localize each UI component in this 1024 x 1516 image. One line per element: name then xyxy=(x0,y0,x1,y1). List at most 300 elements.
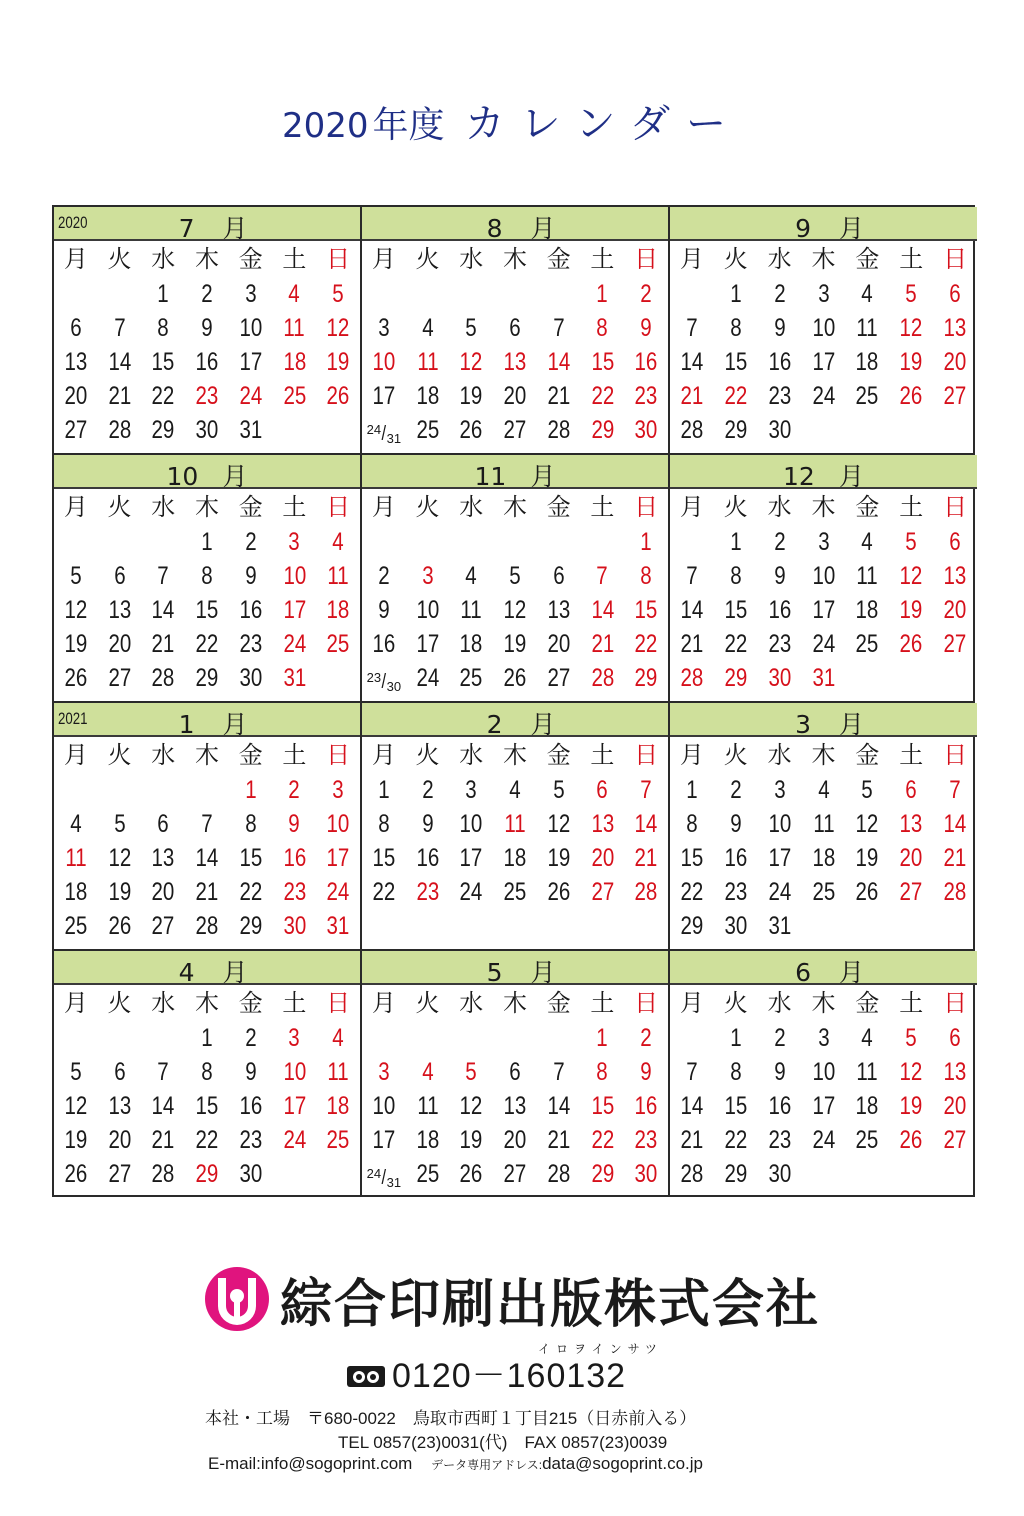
day-cell: 14 xyxy=(108,348,131,376)
day-cell: 13 xyxy=(503,348,527,376)
day-cell: 4 xyxy=(288,280,301,308)
day-cell: 17 xyxy=(812,348,835,376)
day-cell: 12 xyxy=(899,562,923,590)
day-cell: 12 xyxy=(459,1092,483,1120)
day-cell: 13 xyxy=(64,348,88,376)
month-number: 5 xyxy=(486,958,503,987)
day-cell: 25 xyxy=(64,912,88,940)
weekday-label: 日 xyxy=(634,742,659,769)
weekday-label: 土 xyxy=(282,494,307,521)
day-cell: 27 xyxy=(64,416,88,444)
day-cell: 1 xyxy=(201,1024,213,1052)
day-cell: 25 xyxy=(326,630,350,658)
month-title xyxy=(362,705,668,741)
day-cell: 21 xyxy=(634,844,658,872)
day-cell: 13 xyxy=(151,844,175,872)
day-cell: 11 xyxy=(812,810,835,838)
weekday-label: 水 xyxy=(767,494,792,521)
day-cell: 6 xyxy=(596,776,609,804)
day-cell: 12 xyxy=(899,314,923,342)
weekday-label: 月 xyxy=(371,494,396,521)
day-cell: 15 xyxy=(634,596,658,624)
day-cell: 12 xyxy=(459,348,483,376)
weekday-label: 木 xyxy=(502,742,527,769)
month-kanji: 月 xyxy=(838,958,864,987)
day-cell: 24 xyxy=(812,630,835,658)
day-cell: 3 xyxy=(288,1024,301,1052)
data-email-link[interactable]: data@sogoprint.co.jp xyxy=(542,1454,703,1473)
weekday-label: 火 xyxy=(415,742,440,769)
day-cell: 5 xyxy=(465,1058,477,1086)
day-cell: 9 xyxy=(640,1058,652,1086)
day-cell: 7 xyxy=(640,776,652,804)
day-cell: 2 xyxy=(730,776,742,804)
weekday-label: 土 xyxy=(282,246,307,273)
month-title xyxy=(362,953,668,989)
day-cell: 24 xyxy=(239,382,263,410)
weekday-label: 金 xyxy=(546,494,571,521)
day-cell: 15 xyxy=(724,1092,748,1120)
day-cell: 27 xyxy=(943,1126,967,1154)
day-cell: 6 xyxy=(113,562,126,590)
day-cell: 23 xyxy=(724,878,748,906)
weekday-label: 土 xyxy=(899,742,924,769)
month-header xyxy=(670,455,977,489)
day-cell: 27 xyxy=(943,630,967,658)
day-cell: 5 xyxy=(905,1024,917,1052)
day-cell: 20 xyxy=(503,382,527,410)
weekday-label: 木 xyxy=(194,246,219,273)
weekday-label: 水 xyxy=(767,990,792,1017)
month-title xyxy=(54,705,360,741)
day-cell: 3 xyxy=(288,528,301,556)
day-cell: 10 xyxy=(326,810,350,838)
day-cell: 14 xyxy=(943,810,967,838)
weekday-label: 日 xyxy=(943,494,968,521)
day-cell: 16 xyxy=(416,844,439,872)
day-cell: 16 xyxy=(239,596,263,624)
day-cell: 9 xyxy=(201,314,213,342)
day-cell: 25 xyxy=(855,1126,879,1154)
day-cell: 7 xyxy=(113,314,126,342)
day-cell: 30 xyxy=(768,1160,792,1188)
month-block xyxy=(362,455,668,702)
day-cell: 13 xyxy=(943,314,967,342)
day-cell: 20 xyxy=(108,1126,131,1154)
day-cell: 20 xyxy=(64,382,88,410)
day-cell: 15 xyxy=(151,348,175,376)
day-cell: 12 xyxy=(64,596,88,624)
day-cell: 23 xyxy=(195,382,219,410)
day-cell: 29 xyxy=(680,912,704,940)
day-cell: 7 xyxy=(157,562,169,590)
day-cell: 27 xyxy=(503,416,527,444)
month-block xyxy=(670,951,977,1198)
day-cell: 18 xyxy=(326,1092,350,1120)
day-cell: 31 xyxy=(326,912,350,940)
weekday-label: 月 xyxy=(679,246,704,273)
month-header xyxy=(670,703,977,737)
day-cell: 28 xyxy=(680,664,704,692)
day-cell: 2 xyxy=(378,562,390,590)
day-cell: 7 xyxy=(949,776,961,804)
email-link[interactable]: info@sogoprint.com xyxy=(260,1454,413,1473)
day-cell: 7 xyxy=(686,1058,698,1086)
day-cell: 29 xyxy=(591,416,614,444)
day-cell: 28 xyxy=(151,1160,175,1188)
day-cell: 21 xyxy=(547,1126,571,1154)
calendar-grid xyxy=(52,205,975,1197)
month-header xyxy=(54,703,360,737)
day-cell: 28 xyxy=(943,878,967,906)
day-cell: 14 xyxy=(151,1092,175,1120)
day-cell: 29 xyxy=(724,664,748,692)
day-cell: 5 xyxy=(70,562,82,590)
day-cell: 5 xyxy=(905,528,917,556)
year-label: 2020 xyxy=(58,213,88,232)
day-cell: 19 xyxy=(64,630,88,658)
day-cell: 21 xyxy=(680,382,704,410)
day-cell: 25 xyxy=(459,664,483,692)
weekday-label: 金 xyxy=(855,742,880,769)
day-cell: 21 xyxy=(547,382,571,410)
day-cell: 7 xyxy=(552,314,565,342)
day-cell: 12 xyxy=(503,596,527,624)
day-cell: 6 xyxy=(509,314,521,342)
day-cell: 22 xyxy=(680,878,704,906)
day-cell: 7 xyxy=(157,1058,169,1086)
day-cell: 30 xyxy=(634,1160,658,1188)
weekday-label: 土 xyxy=(590,494,615,521)
weekday-label: 金 xyxy=(546,990,571,1017)
data-email-label: データ専用アドレス: xyxy=(431,1458,543,1472)
freedial-number xyxy=(346,1348,626,1397)
day-cell: 15 xyxy=(591,1092,614,1120)
month-number: 11 xyxy=(474,462,507,491)
day-cell: 5 xyxy=(552,776,565,804)
email-label: E-mail: xyxy=(208,1454,261,1473)
weekday-label: 土 xyxy=(899,990,924,1017)
day-cell: 4 xyxy=(332,1024,344,1052)
day-cell: 13 xyxy=(108,1092,131,1120)
day-cell: 7 xyxy=(552,1058,565,1086)
day-cell: 16 xyxy=(283,844,306,872)
day-cell: 14 xyxy=(547,348,571,376)
weekday-label: 木 xyxy=(811,494,836,521)
month-block xyxy=(670,703,977,950)
day-cell: 26 xyxy=(459,1160,483,1188)
weekday-label: 金 xyxy=(238,990,263,1017)
title-year: 2020 xyxy=(282,106,369,146)
day-cell: 14 xyxy=(547,1092,571,1120)
day-cell: 9 xyxy=(378,596,390,624)
day-cell: 8 xyxy=(730,1058,742,1086)
weekday-label: 土 xyxy=(590,742,615,769)
day-cell: 22 xyxy=(634,630,658,658)
day-cell: 3 xyxy=(421,562,434,590)
day-cell: 18 xyxy=(64,878,88,906)
day-cell: 17 xyxy=(283,1092,306,1120)
day-cell: 16 xyxy=(768,1092,792,1120)
day-cell: 8 xyxy=(201,562,213,590)
day-cell: 4 xyxy=(421,1058,434,1086)
day-cell: 2 xyxy=(773,280,786,308)
day-cell: 20 xyxy=(943,348,967,376)
day-cell: 26 xyxy=(459,416,483,444)
day-cell: 14 xyxy=(591,596,614,624)
day-cell: 26 xyxy=(108,912,131,940)
company-name: 綜合印刷出版株式会社 xyxy=(280,1274,821,1335)
day-cell: 7 xyxy=(686,314,698,342)
day-cell: 27 xyxy=(591,878,614,906)
day-cell: 30 xyxy=(724,912,748,940)
day-cell: 19 xyxy=(64,1126,88,1154)
day-cell: 28 xyxy=(591,664,614,692)
weekday-label: 水 xyxy=(459,990,484,1017)
day-cell: 30 xyxy=(768,664,792,692)
day-cell: 15 xyxy=(195,596,219,624)
day-cell: 11 xyxy=(460,596,482,624)
month-title xyxy=(54,457,360,493)
day-cell: 17 xyxy=(283,596,306,624)
freedial-icon xyxy=(346,1363,386,1389)
day-cell: 12 xyxy=(108,844,131,872)
weekday-label: 月 xyxy=(371,742,396,769)
day-cell: 10 xyxy=(812,562,835,590)
day-cell: 22 xyxy=(724,382,748,410)
weekday-label: 日 xyxy=(326,246,351,273)
day-cell: 20 xyxy=(591,844,614,872)
day-cell: 18 xyxy=(416,1126,439,1154)
day-cell: 26 xyxy=(855,878,879,906)
weekday-label: 金 xyxy=(855,990,880,1017)
month-number: 3 xyxy=(795,710,811,739)
day-cell: 6 xyxy=(905,776,917,804)
title-kanji: 年度 xyxy=(372,105,445,146)
weekday-label: 火 xyxy=(415,990,440,1017)
company-logo-icon xyxy=(204,1266,270,1332)
weekday-label: 火 xyxy=(107,494,132,521)
month-kanji: 月 xyxy=(222,958,248,987)
day-cell: 25 xyxy=(855,630,879,658)
day-cell: 25 xyxy=(416,1160,439,1188)
day-cell: 19 xyxy=(899,348,923,376)
day-cell: 5 xyxy=(70,1058,82,1086)
month-block xyxy=(54,951,360,1198)
day-cell: 28 xyxy=(108,416,131,444)
day-cell: 2 xyxy=(421,776,434,804)
title-word: カレンダー xyxy=(464,101,742,147)
day-cell: 11 xyxy=(856,314,878,342)
day-cell: 2 xyxy=(244,1024,257,1052)
tel-fax-line: TEL 0857(23)0031(代) FAX 0857(23)0039 xyxy=(338,1433,668,1452)
day-cell: 23 xyxy=(768,382,792,410)
month-block xyxy=(362,207,668,454)
day-cell: 2 xyxy=(640,280,652,308)
day-cell: 2 xyxy=(773,1024,786,1052)
day-cell: 21 xyxy=(151,630,175,658)
month-kanji: 月 xyxy=(838,710,864,739)
day-cell: 21 xyxy=(680,1126,704,1154)
day-cell: 30 xyxy=(634,416,658,444)
day-cell: 20 xyxy=(503,1126,527,1154)
day-cell: 24 xyxy=(812,1126,835,1154)
day-cell: 11 xyxy=(856,1058,878,1086)
month-kanji: 月 xyxy=(530,462,556,491)
day-cell: 26 xyxy=(899,1126,923,1154)
weekday-label: 金 xyxy=(546,742,571,769)
day-cell: 11 xyxy=(416,348,439,376)
day-cell: 18 xyxy=(812,844,835,872)
day-cell: 6 xyxy=(552,562,565,590)
weekday-label: 木 xyxy=(502,246,527,273)
month-number: 12 xyxy=(782,462,815,491)
weekday-label: 火 xyxy=(723,246,748,273)
day-cell: 21 xyxy=(943,844,967,872)
day-cell: 22 xyxy=(239,878,263,906)
weekday-label: 火 xyxy=(415,494,440,521)
day-cell: 9 xyxy=(773,314,786,342)
weekday-label: 金 xyxy=(238,246,263,273)
weekday-label: 火 xyxy=(723,494,748,521)
day-cell: 29 xyxy=(195,664,219,692)
day-cell: 22 xyxy=(151,382,175,410)
day-cell: 2 xyxy=(201,280,213,308)
day-cell: 1 xyxy=(596,280,609,308)
month-number: 8 xyxy=(486,214,503,243)
day-cell: 23 xyxy=(416,878,439,906)
day-cell: 29 xyxy=(591,1160,614,1188)
day-cell: 29 xyxy=(724,416,748,444)
weekday-label: 金 xyxy=(238,742,263,769)
weekday-label: 木 xyxy=(194,742,219,769)
month-header xyxy=(362,951,668,985)
month-header xyxy=(54,455,360,489)
day-cell: 26 xyxy=(899,630,923,658)
day-cell: 12 xyxy=(547,810,571,838)
month-block xyxy=(54,207,360,454)
day-cell: 5 xyxy=(332,280,344,308)
day-cell: 3 xyxy=(378,314,390,342)
row-divider xyxy=(54,701,973,703)
day-cell: 27 xyxy=(503,1160,527,1188)
month-title xyxy=(54,209,360,245)
month-title xyxy=(670,705,977,741)
day-cell: 27 xyxy=(943,382,967,410)
weekday-label: 日 xyxy=(326,494,351,521)
month-kanji: 月 xyxy=(530,710,556,739)
weekday-label: 日 xyxy=(634,494,659,521)
day-cell: 1 xyxy=(640,528,652,556)
year-label: 2021 xyxy=(58,709,88,728)
month-title xyxy=(670,209,977,245)
day-cell: 21 xyxy=(591,630,614,658)
day-cell: 1 xyxy=(244,776,257,804)
month-number: 9 xyxy=(795,214,811,243)
weekday-label: 火 xyxy=(107,246,132,273)
day-cell: 5 xyxy=(465,314,477,342)
day-cell: 3 xyxy=(817,1024,830,1052)
day-cell: 31 xyxy=(283,664,306,692)
day-cell: 2 xyxy=(288,776,301,804)
day-cell: 16 xyxy=(634,1092,658,1120)
weekday-label: 月 xyxy=(371,990,396,1017)
weekday-label: 火 xyxy=(107,742,132,769)
weekday-label: 木 xyxy=(194,990,219,1017)
day-cell: 9 xyxy=(640,314,652,342)
day-cell: 19 xyxy=(899,1092,923,1120)
weekday-label: 日 xyxy=(634,246,659,273)
split-day-cell: 23/30 xyxy=(366,670,402,694)
day-cell: 19 xyxy=(547,844,571,872)
day-cell: 10 xyxy=(812,1058,835,1086)
day-cell: 14 xyxy=(680,348,704,376)
weekday-label: 水 xyxy=(767,246,792,273)
day-cell: 24 xyxy=(416,664,439,692)
day-cell: 23 xyxy=(239,1126,263,1154)
day-cell: 31 xyxy=(812,664,835,692)
day-cell: 11 xyxy=(65,844,87,872)
weekday-label: 水 xyxy=(151,494,176,521)
day-cell: 24 xyxy=(768,878,792,906)
email-line xyxy=(208,1454,703,1474)
day-cell: 5 xyxy=(113,810,126,838)
weekday-label: 土 xyxy=(282,990,307,1017)
day-cell: 18 xyxy=(503,844,527,872)
weekday-label: 木 xyxy=(811,990,836,1017)
day-cell: 30 xyxy=(239,664,263,692)
day-cell: 30 xyxy=(768,416,792,444)
month-header xyxy=(54,207,360,241)
day-cell: 15 xyxy=(195,1092,219,1120)
day-cell: 13 xyxy=(503,1092,527,1120)
day-cell: 4 xyxy=(332,528,344,556)
month-block xyxy=(362,951,668,1198)
day-cell: 22 xyxy=(195,1126,219,1154)
day-cell: 2 xyxy=(773,528,786,556)
day-cell: 25 xyxy=(326,1126,350,1154)
month-kanji: 月 xyxy=(838,462,864,491)
day-cell: 19 xyxy=(459,382,483,410)
day-cell: 15 xyxy=(724,596,748,624)
day-cell: 23 xyxy=(283,878,306,906)
day-cell: 12 xyxy=(899,1058,923,1086)
day-cell: 20 xyxy=(547,630,571,658)
weekday-label: 月 xyxy=(679,990,704,1017)
day-cell: 9 xyxy=(421,810,434,838)
day-cell: 28 xyxy=(547,1160,571,1188)
day-cell: 3 xyxy=(817,280,830,308)
day-cell: 10 xyxy=(372,348,396,376)
day-cell: 10 xyxy=(416,596,439,624)
day-cell: 9 xyxy=(244,1058,257,1086)
day-cell: 28 xyxy=(680,416,704,444)
day-cell: 20 xyxy=(899,844,923,872)
day-cell: 26 xyxy=(326,382,350,410)
weekday-label: 月 xyxy=(63,990,88,1017)
day-cell: 8 xyxy=(730,562,742,590)
day-cell: 26 xyxy=(899,382,923,410)
day-cell: 8 xyxy=(244,810,257,838)
day-cell: 11 xyxy=(283,314,306,342)
day-cell: 9 xyxy=(730,810,742,838)
day-cell: 12 xyxy=(64,1092,88,1120)
weekday-label: 水 xyxy=(459,246,484,273)
day-cell: 18 xyxy=(459,630,483,658)
weekday-label: 水 xyxy=(767,742,792,769)
weekday-label: 月 xyxy=(63,742,88,769)
day-cell: 3 xyxy=(817,528,830,556)
